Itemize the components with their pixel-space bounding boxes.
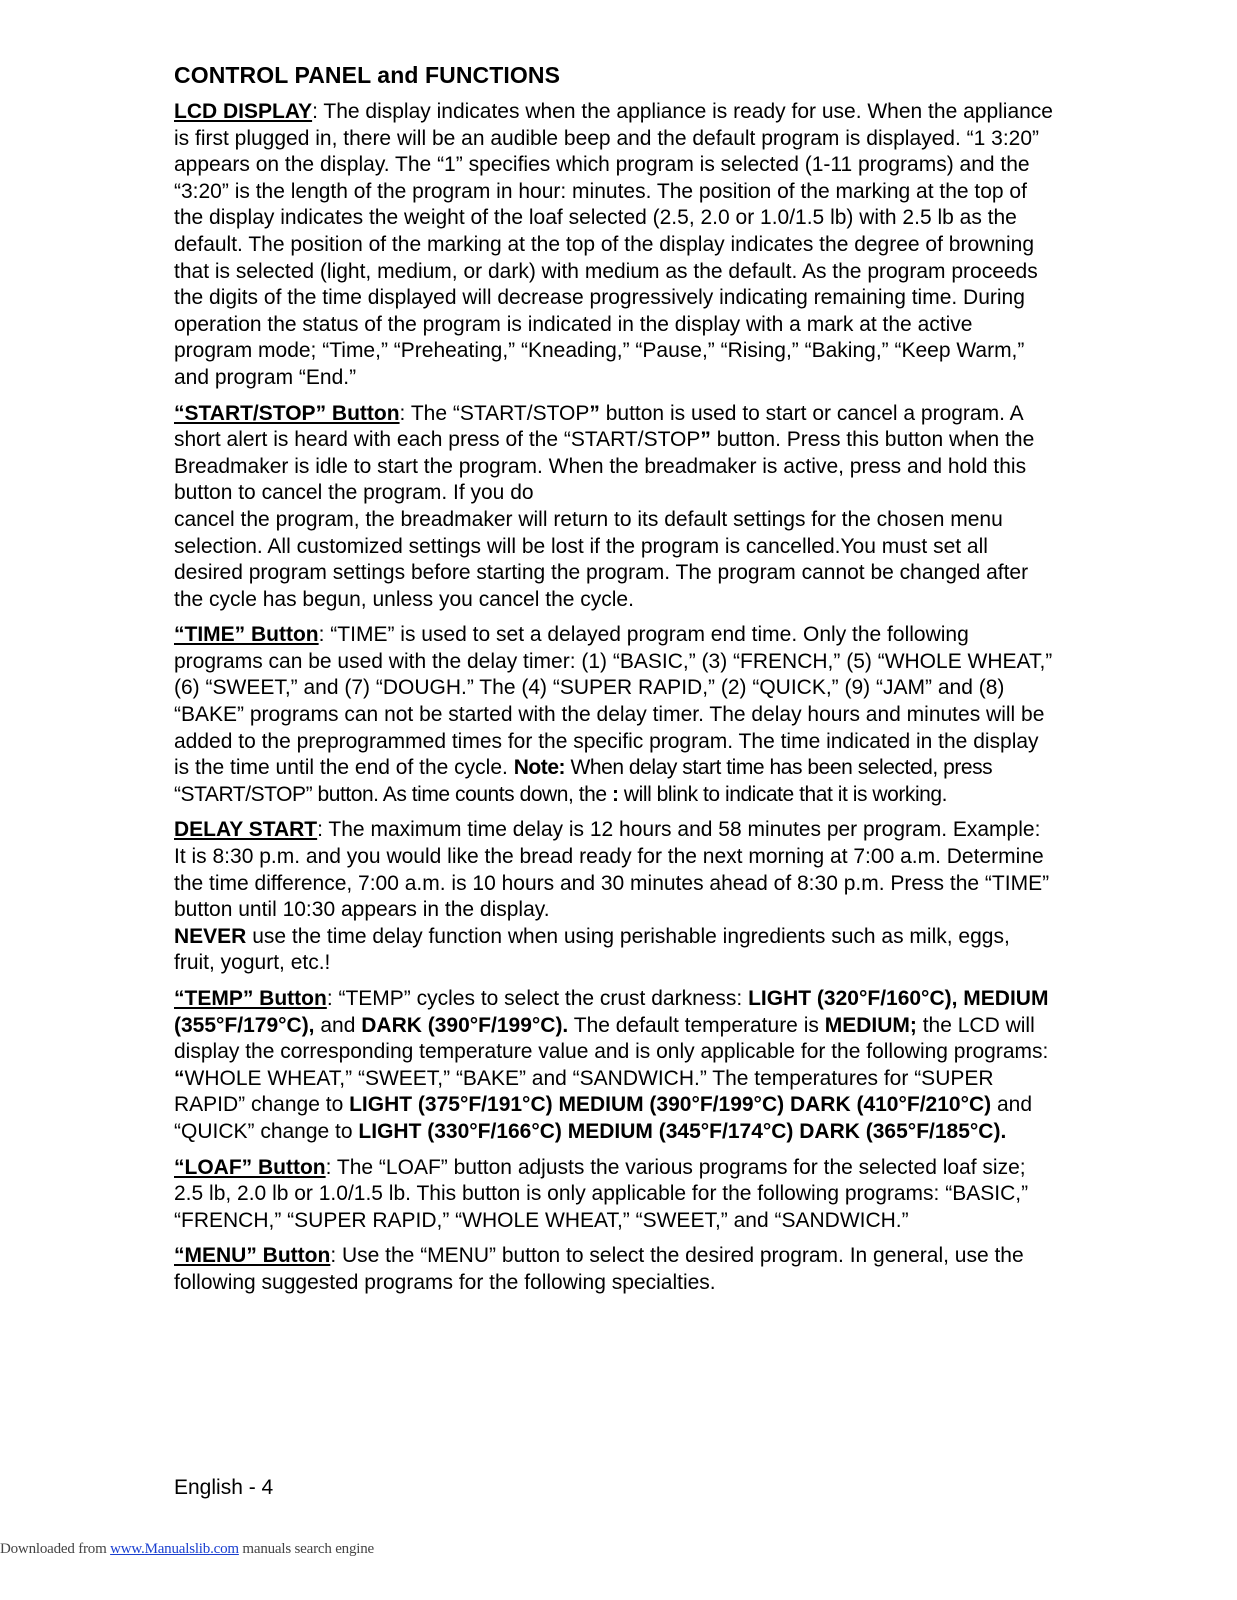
- temp-button-paragraph: [174, 986, 1054, 1146]
- time-button-text: : “TIME” is used to set a delayed program end time. Only the following programs can be used with the delay timer: (1) “BASIC,” (3) “FRENCH,” (5) “WHOLE WHEAT,” (6) “SWEET,” and (7) “DOUGH.” The (4) “SUPER RAPID,” (2) “QUICK,” (9) “JAM” and (8) “BAKE” programs can not be started with the delay timer. The delay hours and minutes will be added to the preprogrammed times for the specific program. The time indicated in the display is the time until the end of the cycle.: [174, 623, 1053, 780]
- time-note-colon: :: [612, 782, 619, 806]
- temp-button-term: “TEMP” Button: [174, 987, 327, 1010]
- page-title: CONTROL PANEL and FUNCTIONS: [174, 62, 561, 88]
- menu-button-paragraph: [174, 1243, 1054, 1296]
- start-stop-quote-2: ”: [700, 428, 711, 452]
- temp-text-5: WHOLE WHEAT,” “SWEET,” “BAKE” and “SANDWICH.” The temperatures for “SUPER RAPID” change to: [174, 1066, 994, 1117]
- temp-text-1: : “TEMP” cycles to select the crust darkness:: [326, 987, 749, 1010]
- download-suffix: manuals search engine: [238, 1541, 374, 1557]
- manualslib-link[interactable]: www.Manualslib.com: [110, 1541, 239, 1557]
- delay-start-text-2: use the time delay function when using perishable ingredients such as milk, eggs, fruit, yogurt, etc.!: [174, 924, 1010, 975]
- delay-start-term: DELAY START: [174, 818, 318, 842]
- start-stop-text-3: button. Press this button when the Breadmaker is idle to start the program. When the breadmaker is active, press and hold this button to cancel the program. If you do: [174, 428, 1035, 505]
- loaf-button-term: “LOAF” Button: [174, 1155, 326, 1179]
- time-note-text-2: will blink to indicate that it is working.: [618, 782, 948, 806]
- temp-text-2: and: [314, 1013, 362, 1037]
- start-stop-quote-1: ”: [589, 401, 600, 425]
- delay-start-paragraph: [174, 817, 1054, 977]
- lcd-display-term: LCD DISPLAY: [174, 100, 313, 123]
- start-stop-text-1: : The “START/STOP: [399, 401, 590, 425]
- menu-button-text: : Use the “MENU” button to select the desired program. In general, use the following suggested programs for the following specialties.: [174, 1244, 1024, 1294]
- document-page: [174, 62, 1054, 1306]
- loaf-button-paragraph: [174, 1155, 1054, 1235]
- temp-bold-6: LIGHT (330°F/166°C) MEDIUM (345°F/174°C) DARK (365°F/185°C).: [358, 1119, 1007, 1143]
- temp-bold-1: LIGHT (320°F/160°C), MEDIUM (355°F/179°C),: [174, 987, 1049, 1037]
- download-footer: [0, 1541, 374, 1558]
- temp-bold-4: “: [174, 1066, 185, 1090]
- temp-bold-3: MEDIUM;: [824, 1013, 917, 1037]
- start-stop-paragraph: [174, 401, 1054, 614]
- start-stop-term: “START/STOP” Button: [174, 401, 400, 425]
- temp-bold-5: LIGHT (375°F/191°C) MEDIUM (390°F/199°C) DARK (410°F/210°C): [349, 1093, 992, 1117]
- temp-text-4: the LCD will display the corresponding temperature value and is only applicable for the following programs:: [174, 1013, 1049, 1064]
- download-prefix: Downloaded from: [0, 1541, 111, 1557]
- loaf-button-text: : The “LOAF” button adjusts the various programs for the selected loaf size; 2.5 lb, 2.0 lb or 1.0/1.5 lb. This button is only applicable for the following programs: “BASIC,” “FRENCH,” “SUPER RAPID,” “WHOLE WHEAT,” “SWEET,” and “SANDWICH.”: [174, 1155, 1029, 1232]
- time-note-text-1: When delay start time has been selected, press “START/STOP” button. As time counts down, the: [174, 756, 993, 806]
- temp-text-3: The default temperature is: [568, 1013, 825, 1037]
- time-button-paragraph: [174, 622, 1054, 808]
- lcd-display-paragraph: [174, 99, 1054, 392]
- start-stop-text-2: button is used to start or cancel a program. A short alert is heard with each press of the “START/STOP: [174, 401, 1023, 452]
- menu-button-term: “MENU” Button: [174, 1244, 331, 1268]
- delay-never-label: NEVER: [174, 924, 247, 948]
- delay-start-text-1: : The maximum time delay is 12 hours and 58 minutes per program. Example: It is 8:30 p.m. and you would like the bread ready for the next morning at 7:00 a.m. Determine the time difference, 7:00 a.m. is 10 hours and 30 minutes ahead of 8:30 p.m. Press the “TIME” button until 10:30 appears in the display.: [174, 818, 1050, 922]
- page-number: English - 4: [174, 1476, 274, 1499]
- start-stop-text-4: cancel the program, the breadmaker will return to its default settings for the chosen menu selection. All customized settings will be lost if the program is cancelled.You must set all desired program settings before starting the program. The program cannot be changed after the cycle has begun, unless you cancel the cycle.: [174, 507, 1029, 611]
- temp-bold-2: DARK (390°F/199°C).: [361, 1013, 569, 1037]
- temp-text-6: and “QUICK” change to: [174, 1093, 1033, 1143]
- time-note-label: Note:: [513, 756, 566, 780]
- time-button-term: “TIME” Button: [174, 623, 319, 647]
- lcd-display-text: : The display indicates when the appliance is ready for use. When the appliance is first plugged in, there will be an audible beep and the default program is displayed. “1 3:20” appears on the display. The “1” specifies which program is selected (1-11 programs) and the “3:20” is the length of the program in hour: minutes. The position of the marking at the top of the display indicates the weight of the loaf selected (2.5, 2.0 or 1.0/1.5 lb) with 2.5 lb as the default. The position of the marking at the top of the display indicates the degree of browning that is selected (light, medium, or dark) with medium as the default. As the program proceeds the digits of the time displayed will decrease progressively indicating remaining time. During operation the status of the program is indicated in the display with a mark at the active program mode; “Time,” “Preheating,” “Kneading,” “Pause,” “Rising,” “Baking,” “Keep Warm,” and program “End.”: [174, 100, 1053, 389]
